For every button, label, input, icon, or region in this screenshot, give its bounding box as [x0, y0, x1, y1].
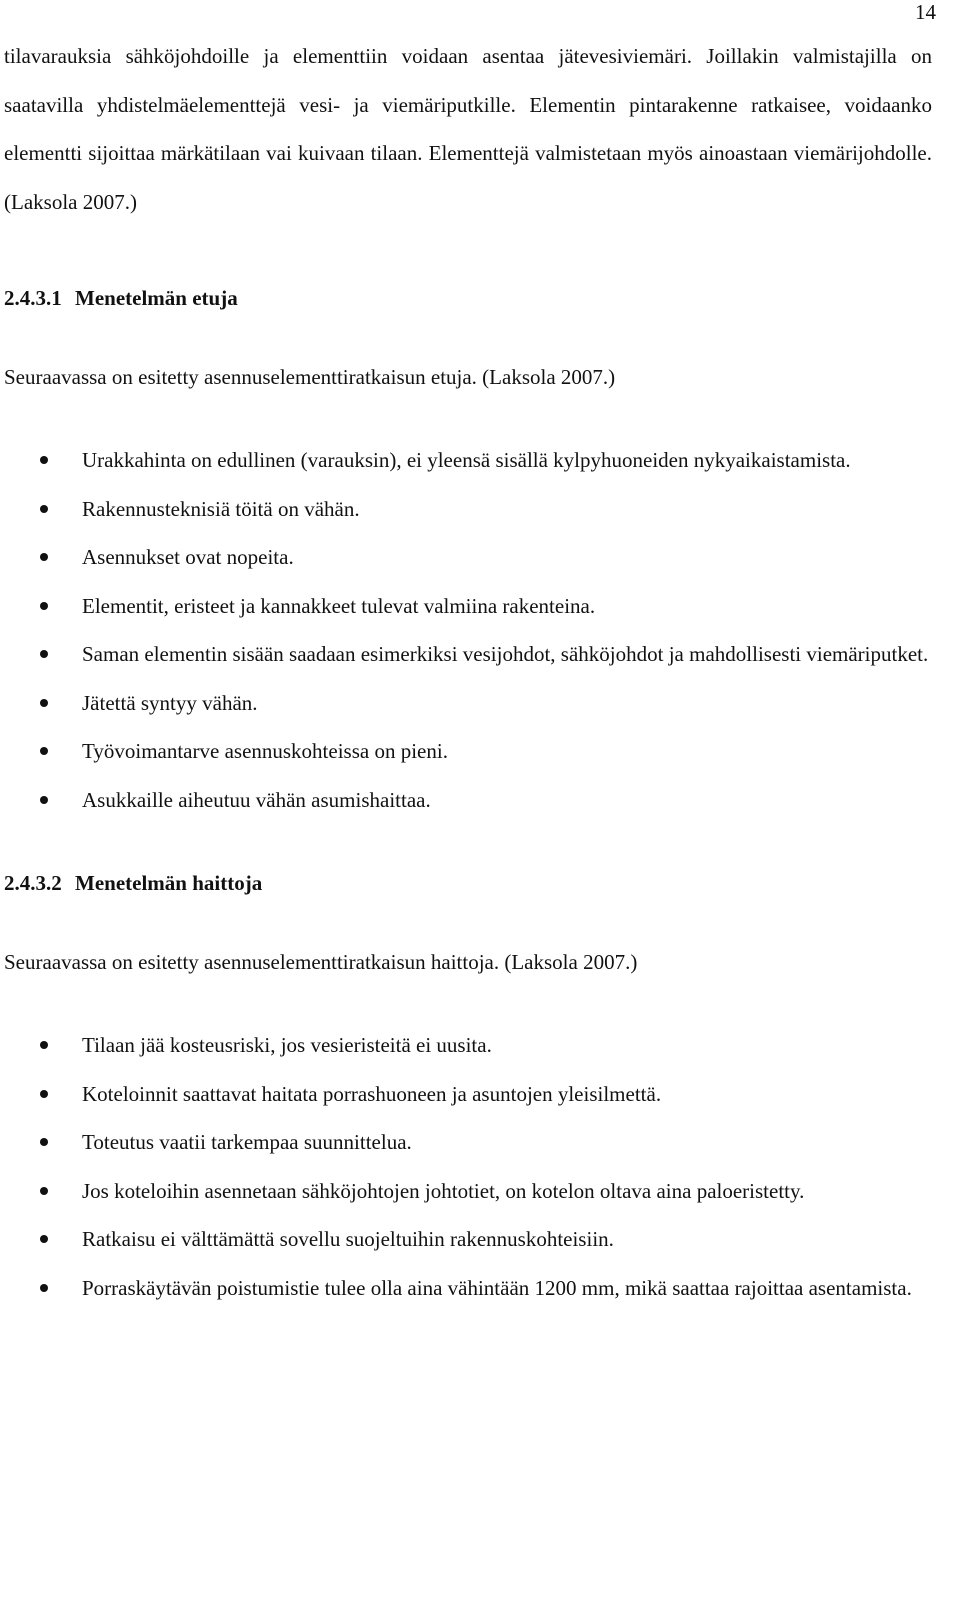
advantages-list — [4, 436, 932, 824]
bullet-icon — [40, 796, 48, 804]
section-number: 2.4.3.1 — [4, 286, 62, 310]
bullet-icon — [40, 1187, 48, 1195]
list-item: Koteloinnit saattavat haitata porrashuoneen ja asuntojen yleisilmettä. — [4, 1070, 932, 1119]
bullet-icon — [40, 699, 48, 707]
disadvantages-intro: Seuraavassa on esitetty asennuselementtiratkaisun haittoja. (Laksola 2007.) — [4, 949, 638, 974]
list-item: Asukkaille aiheutuu vähän asumishaittaa. — [4, 776, 932, 825]
list-item: Työvoimantarve asennuskohteissa on pieni. — [4, 727, 932, 776]
list-item: Ratkaisu ei välttämättä sovellu suojeltuihin rakennuskohteisiin. — [4, 1215, 932, 1264]
bullet-icon — [40, 650, 48, 658]
section-heading-disadvantages — [4, 859, 932, 908]
list-item: Rakennusteknisiä töitä on vähän. — [4, 485, 932, 534]
bullet-icon — [40, 747, 48, 755]
intro-paragraph: tilavarauksia sähköjohdoille ja elementtiin voidaan asentaa jätevesiviemäri. Joillakin valmistajilla on saatavilla yhdistelmäelementtejä vesi- ja viemäriputkille. Elementin pintarakenne ratkaisee, voidaanko elementti sijoittaa märkätilaan vai kuivaan tilaan. Elementtejä valmistetaan myös ainoastaan viemärijohdolle. (Laksola 2007.) — [4, 44, 932, 214]
bullet-icon — [40, 553, 48, 561]
list-item: Urakkahinta on edullinen (varauksin), ei yleensä sisällä kylpyhuoneiden nykyaikaistamista. — [4, 436, 932, 485]
bullet-icon — [40, 1138, 48, 1146]
section-heading-advantages — [4, 274, 932, 323]
section-title: Menetelmän etuja — [75, 286, 238, 310]
bullet-icon — [40, 1284, 48, 1292]
bullet-icon — [40, 456, 48, 464]
bullet-icon — [40, 505, 48, 513]
document-body — [4, 32, 932, 1312]
list-item: Toteutus vaatii tarkempaa suunnittelua. — [4, 1118, 932, 1167]
list-item: Tilaan jää kosteusriski, jos vesieristeitä ei uusita. — [4, 1021, 932, 1070]
bullet-icon — [40, 1041, 48, 1049]
section-title: Menetelmän haittoja — [75, 871, 263, 895]
bullet-icon — [40, 1235, 48, 1243]
page-number: 14 — [915, 0, 936, 24]
section-number: 2.4.3.2 — [4, 871, 62, 895]
advantages-intro: Seuraavassa on esitetty asennuselementtiratkaisun etuja. (Laksola 2007.) — [4, 364, 616, 389]
list-item: Jätettä syntyy vähän. — [4, 679, 932, 728]
bullet-icon — [40, 1090, 48, 1098]
list-item: Asennukset ovat nopeita. — [4, 533, 932, 582]
disadvantages-list — [4, 1021, 932, 1312]
list-item: Elementit, eristeet ja kannakkeet tulevat valmiina rakenteina. — [4, 582, 932, 631]
list-item: Saman elementin sisään saadaan esimerkiksi vesijohdot, sähköjohdot ja mahdollisesti viemäriputket. — [4, 630, 932, 679]
list-item: Jos koteloihin asennetaan sähköjohtojen johtotiet, on kotelon oltava aina paloeristetty. — [4, 1167, 932, 1216]
list-item: Porraskäytävän poistumistie tulee olla aina vähintään 1200 mm, mikä saattaa rajoittaa asentamista. — [4, 1264, 932, 1313]
bullet-icon — [40, 602, 48, 610]
